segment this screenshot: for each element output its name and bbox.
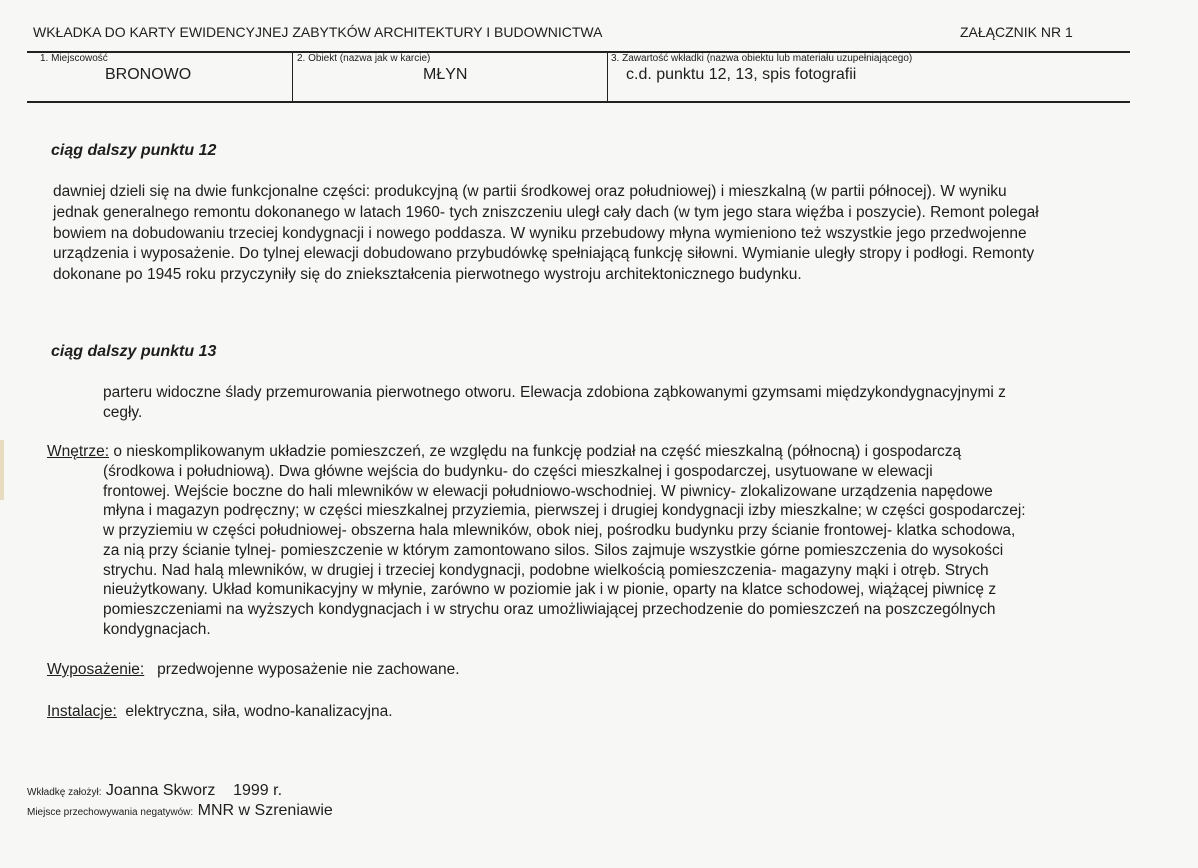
text-line: dawniej dzieli się na dwie funkcjonalne części: produkcyjną (w partii środkowej oraz południowej) i mieszkalną (w partii północej). W wyniku bbox=[53, 183, 1007, 200]
storage-value: MNR w Szreniawie bbox=[197, 802, 333, 819]
field-value-content: c.d. punktu 12, 13, spis fotografii bbox=[626, 66, 857, 83]
field-label-object: 2. Obiekt (nazwa jak w karcie) bbox=[297, 53, 431, 64]
header-bottom-rule bbox=[27, 101, 1130, 103]
text-line: urządzenia i wyposażenie. Do tylnej elewacji dobudowano przybudówkę spełniającą funkcję siłowni. Wymianie uległy stropy i podłogi. Remonty bbox=[53, 245, 1035, 263]
storage-line bbox=[27, 802, 333, 820]
text-line: młyna i magazyn podręczny; w części mieszkalnej przyziemia, pierwszej i drugiej kondygnacji izby mieszkalne; w części gospodarczej: bbox=[103, 502, 1026, 520]
text-line: (środkowa i południową). Dwa główne wejścia do budynku- do części mieszkalnej i gospodarczej, usytuowane w elewacji bbox=[103, 463, 933, 480]
author-year: 1999 r. bbox=[233, 782, 283, 799]
field-label-content: 3. Zawartość wkładki (nazwa obiektu lub materiału uzupełniającego) bbox=[611, 53, 913, 64]
text-line: kondygnacjach. bbox=[103, 620, 211, 638]
storage-label: Miejsce przechowywania negatywów: bbox=[27, 807, 194, 818]
text-line: pomieszczeniami na wyższych kondygnacjach i w strychu oraz umożliwiającej przechodzenie do pomieszczeń na poszczególnych bbox=[103, 600, 996, 618]
installations-value: elektryczna, siła, wodno-kanalizacyjna. bbox=[125, 703, 393, 720]
field-label-locality: 1. Miejscowość bbox=[40, 53, 108, 64]
text-line: cegły. bbox=[103, 404, 143, 421]
field-value-object: MŁYN bbox=[423, 66, 468, 83]
author-line bbox=[27, 782, 282, 800]
attachment-number: ZAŁĄCZNIK NR 1 bbox=[960, 24, 1073, 40]
equipment-label: Wyposażenie: bbox=[47, 661, 145, 678]
installations-label: Instalacje: bbox=[47, 703, 117, 720]
text-line: dokonane po 1945 roku przyczyniły się do zniekształcenia pierwotnego wystroju architektonicznego budynku. bbox=[53, 266, 802, 284]
installations-line bbox=[47, 703, 393, 721]
section-13-heading: ciąg dalszy punktu 13 bbox=[51, 343, 217, 360]
equipment-value: przedwojenne wyposażenie nie zachowane. bbox=[157, 661, 460, 678]
text-line: parteru widoczne ślady przemurowania pierwotnego otworu. Elewacja zdobiona ząbkowanymi gzymsami międzykondygnacyjnymi z bbox=[103, 384, 1006, 401]
text-line: w przyziemiu w części południowej- obszerna hala mlewników, obok niej, pośrodku budynku przy ścianie frontowej- klatka schodowa, bbox=[103, 522, 1016, 540]
author-label: Wkładkę założył: bbox=[27, 787, 102, 798]
text-line: za nią przy ścianie tylnej- pomieszczenie w którym zamontowano silos. Silos zajmuje wszystkie górne pomieszczenia do wysokości bbox=[103, 541, 1004, 559]
interior-text: o nieskomplikowanym układzie pomieszczeń, ze względu na funkcję podział na część mieszkalną (północną) i gospodarczą bbox=[113, 443, 962, 460]
document-title: WKŁADKA DO KARTY EWIDENCYJNEJ ZABYTKÓW ARCHITEKTURY I BUDOWNICTWA bbox=[33, 24, 603, 40]
author-name: Joanna Skworz bbox=[105, 782, 216, 799]
field-divider bbox=[292, 52, 293, 101]
text-line: frontowej. Wejście boczne do hali mlewników w elewacji południowo-wschodniej. W piwnicy- zlokalizowane urządzenia napędowe bbox=[103, 482, 993, 500]
section-12-heading: ciąg dalszy punktu 12 bbox=[51, 142, 217, 159]
interior-label: Wnętrze: bbox=[47, 443, 110, 460]
text-line: bowiem na dobudowaniu trzeciej kondygnacji i nowego poddasza. W wyniku przebudowy młyna wymieniono też wszystkie jego przedwojenne bbox=[53, 224, 1027, 242]
interior-first-line bbox=[47, 443, 961, 461]
equipment-line bbox=[47, 661, 460, 679]
text-line: strychu. Nad halą mlewników, w drugiej i trzeciej kondygnacji, podobne wielkością pomieszczenia- magazyny mąki i otręb. Strych bbox=[103, 561, 989, 579]
field-divider bbox=[607, 52, 608, 101]
scan-edge bbox=[0, 440, 4, 500]
text-line: jednak generalnego remontu dokonanego w latach 1960- tych zniszczeniu uległ cały dach (w tym jego stara więźba i poszycie). Remont polegał bbox=[53, 203, 1039, 221]
field-value-locality: BRONOWO bbox=[105, 66, 192, 83]
header-top-rule bbox=[27, 51, 1130, 53]
text-line: nieużytkowany. Układ komunikacyjny w młynie, zarówno w poziomie jak i w pionie, oparty na klatce schodowej, wiążącej piwnicę z bbox=[103, 581, 997, 599]
